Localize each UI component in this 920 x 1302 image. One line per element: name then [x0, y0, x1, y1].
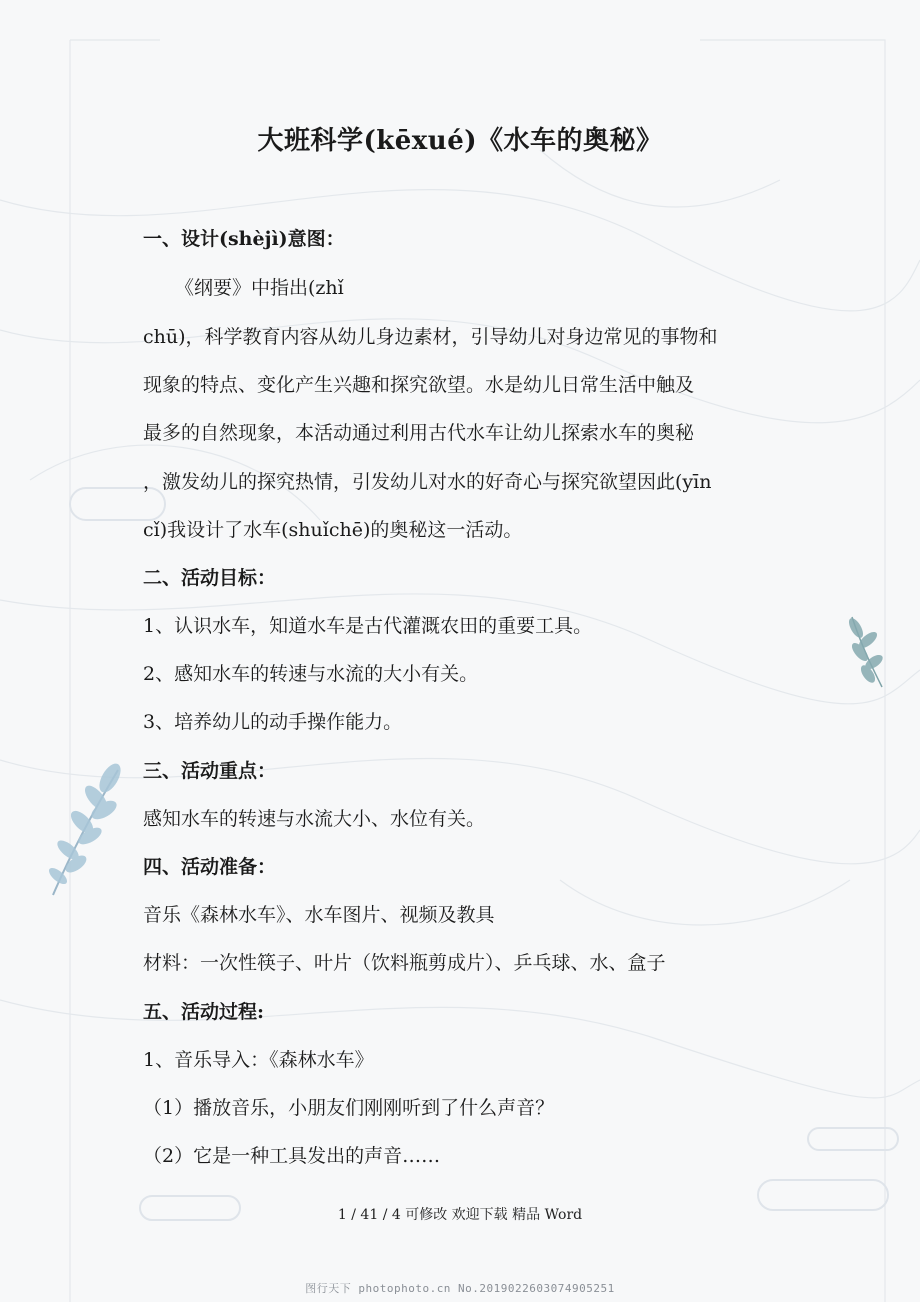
- paragraph-line: cǐ)我设计了水车(shuǐchē)的奥秘这一活动。: [143, 519, 523, 541]
- list-item: 1、认识水车，知道水车是古代灌溉农田的重要工具。: [143, 615, 593, 637]
- section-heading-key-points: 三、活动重点：: [143, 760, 277, 782]
- paragraph-line: 感知水车的转速与水流大小、水位有关。: [143, 808, 486, 830]
- section-heading-objectives: 二、活动目标：: [143, 567, 277, 589]
- paragraph-line: 现象的特点、变化产生兴趣和探究欲望。水是幼儿日常生活中触及: [143, 374, 695, 396]
- document-title: 大班科学(kēxué)《水车的奥秘》: [257, 126, 663, 156]
- section-heading-preparation: 四、活动准备：: [143, 856, 277, 878]
- list-item: 3、培养幼儿的动手操作能力。: [143, 711, 403, 733]
- paragraph-line: 《纲要》中指出(zhǐ: [175, 277, 344, 299]
- list-item: （2）它是一种工具发出的声音……: [143, 1145, 441, 1167]
- paragraph-line: 最多的自然现象，本活动通过利用古代水车让幼儿探索水车的奥秘: [143, 422, 695, 444]
- paragraph-line: 音乐《森林水车》、水车图片、视频及教具: [143, 904, 495, 926]
- paragraph-line: chū)，科学教育内容从幼儿身边素材，引导幼儿对身边常见的事物和: [143, 326, 718, 348]
- paragraph-line: ，激发幼儿的探究热情，引发幼儿对水的好奇心与探究欲望因此(yīn: [143, 471, 712, 493]
- section-heading-process: 五、活动过程:: [143, 1001, 265, 1023]
- section-heading-design-intent: 一、设计(shèjì)意图：: [143, 228, 345, 250]
- list-item: （1）播放音乐，小朋友们刚刚听到了什么声音？: [143, 1097, 555, 1119]
- page-footer: 1 / 41 / 4 可修改 欢迎下载 精品 Word: [337, 1207, 583, 1223]
- list-item: 1、音乐导入：《森林水车》: [143, 1049, 374, 1071]
- watermark-text: 图行天下 photophoto.cn No.20190226030749​05251: [305, 1282, 615, 1295]
- paragraph-line: 材料：一次性筷子、叶片（饮料瓶剪成片）、乒乓球、水、盒子: [143, 952, 666, 974]
- list-item: 2、感知水车的转速与水流的大小有关。: [143, 663, 479, 685]
